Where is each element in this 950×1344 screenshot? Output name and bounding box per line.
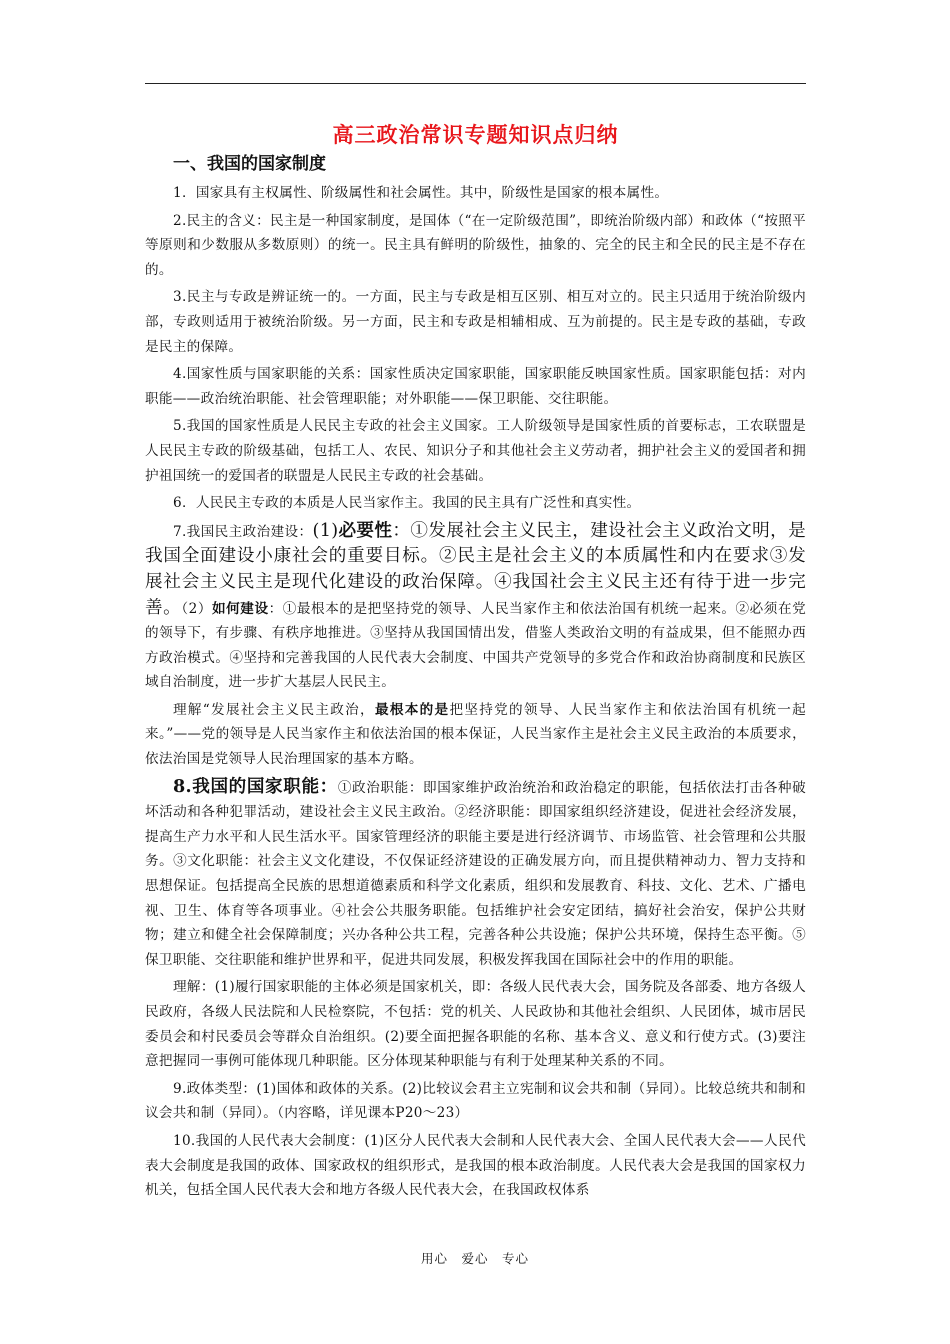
- page-footer: 用心 爱心 专心: [420, 1251, 529, 1266]
- p7-large-text: ：①发展社会主义民主，建设社会主义政治文明，是我国全面建设小康社会的重要目标。②民主是社会主义的本质属性和内在要求③发展社会主义民主是现代化建设的政治保障。④我国社会主义民主还有待于进一步完善。: [145, 520, 806, 618]
- document-title: 高三政治常识专题知识点归纳: [332, 123, 619, 147]
- paragraph-10: 理解：(1)履行国家职能的主体必须是国家机关，即：各级人民代表大会，国务院及各部委、地方各级人民政府，各级人民法院和人民检察院，不包括：党的机关、人民政协和其他社会组织、人民团体，城市居民委员会和村民委员会等群众自治组织。(2)要全面把握各职能的名称、基本含义、意义和行使方式。(3)要注意把握同一事例可能体现几种职能。区分体现某种职能与有利于处理某种关系的不同。: [145, 979, 806, 1070]
- paragraph-9: [145, 775, 806, 973]
- paragraph-8: [145, 698, 806, 772]
- paragraph-1: 1．国家具有主权属性、阶级属性和社会属性。其中，阶级性是国家的根本属性。: [173, 185, 669, 201]
- paragraph-7: [145, 519, 806, 695]
- header-rule: [145, 83, 806, 84]
- paragraph-3: 3.民主与专政是辨证统一的。一方面，民主与专政是相互区别、相互对立的。民主只适用于统治阶级内部，专政则适用于被统治阶级。另一方面，民主和专政是相辅相成、互为前提的。民主是专政的基础，专政是民主的保障。: [145, 289, 806, 355]
- p7-bold-necessity: 必要性: [338, 519, 393, 541]
- p7-lead: 7.我国民主政治建设：: [173, 523, 313, 540]
- p8-bold: 最根本的是: [374, 701, 450, 718]
- p7-bold-how: 如何建设: [212, 600, 269, 617]
- p9-rest: ①政治职能：即国家维护政治统治和政治稳定的职能，包括依法打击各种破坏活动和各种犯罪活动，建设社会主义民主政治。②经济职能：即国家组织经济建设，促进社会经济发展，提高生产力水平和人民生活水平。国家管理经济的职能主要是进行经济调节、市场监管、社会管理和公共服务。③文化职能：社会主义文化建设，不仅保证经济建设的正确发展方向，而且提供精神动力、智力支持和思想保证。包括提高全民族的思想道德素质和科学文化素质，组织和发展教育、科技、文化、艺术、广播电视、卫生、体育等各项事业。④社会公共服务职能。包括维护社会安定团结，搞好社会治安，保护公共财物；建立和健全社会保障制度；兴办各种公共工程，完善各种公共设施；保护公共环境，保持生态平衡。⑤保卫职能、交往职能和维护世界和平，促进共同发展，积极发挥我国在国际社会中的作用的职能。: [145, 779, 806, 968]
- section-heading: 一、我国的国家制度: [173, 154, 326, 174]
- p7-num: (1): [312, 520, 339, 541]
- paragraph-2: 2.民主的含义：民主是一种国家制度，是国体（“在一定阶级范围”，即统治阶级内部）和政体（“按照平等原则和少数服从多数原则）的统一。民主具有鲜明的阶级性，抽象的、完全的民主和全民的民主是不存在的。: [145, 212, 806, 278]
- document-body: [145, 118, 806, 1206]
- paragraph-4: 4.国家性质与国家职能的关系：国家性质决定国家职能，国家职能反映国家性质。国家职能包括：对内职能——政治统治职能、社会管理职能；对外职能——保卫职能、交往职能。: [145, 366, 806, 407]
- p7-rest: ：①最根本的是把坚持党的领导、人民当家作主和依法治国有机统一起来。②必须在党的领导下，有步骤、有秩序地推进。③坚持从我国国情出发，借鉴人类政治文明的有益成果，但不能照办西方政治模式。④坚持和完善我国的人民代表大会制度、中国共产党领导的多党合作和政治协商制度和民族区域自治制度，进一步扩大基层人民民主。: [145, 600, 806, 691]
- paragraph-6: 6．人民民主专政的本质是人民当家作主。我国的民主具有广泛性和真实性。: [173, 495, 641, 512]
- p9-heading: 8.我国的国家职能：: [173, 775, 338, 797]
- p8-rest: 把坚持党的领导、人民当家作主和依法治国有机统一起来。”——党的领导是人民当家作主和依法治国的根本保证，人民当家作主是社会主义民主政治的本质要求，依法治国是党领导人民治理国家的基本方略。: [145, 701, 806, 768]
- p7-num2: （2）: [181, 600, 213, 617]
- paragraph-5: 5.我国的国家性质是人民民主专政的社会主义国家。工人阶级领导是国家性质的首要标志，工农联盟是人民民主专政的阶级基础，包括工人、农民、知识分子和其他社会主义劳动者，拥护社会主义的爱国者和拥护祖国统一的爱国者的联盟是人民民主专政的社会基础。: [145, 418, 806, 484]
- paragraph-11: 9.政体类型：(1)国体和政体的关系。(2)比较议会君主立宪制和议会共和制（异同）。比较总统共和制和议会共和制（异同）。（内容略，详见课本P20～23）: [145, 1080, 806, 1122]
- paragraph-12: 10.我国的人民代表大会制度：(1)区分人民代表大会制和人民代表大会、全国人民代表大会——人民代表大会制度是我国的政体、国家政权的组织形式，是我国的根本政治制度。人民代表大会是我国的国家权力机关，包括全国人民代表大会和地方各级人民代表大会，在我国政权体系: [145, 1132, 806, 1199]
- p8-lead: 理解“发展社会主义民主政治，: [173, 701, 375, 718]
